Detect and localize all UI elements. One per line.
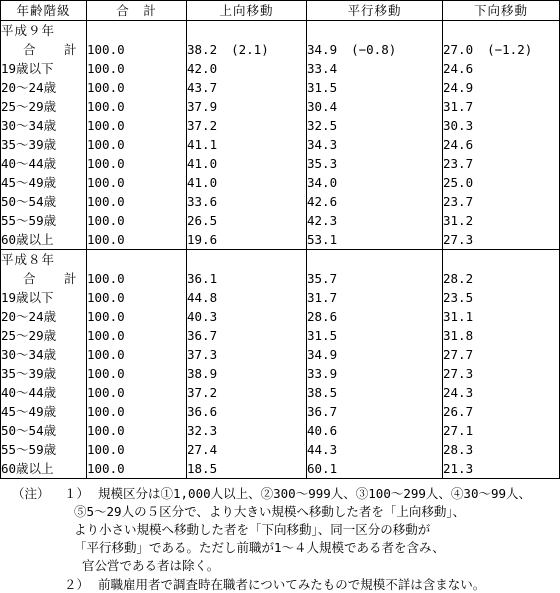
total-cell: 100.0: [87, 269, 187, 288]
table-row: [1, 402, 560, 421]
lateral-value: 31.7: [307, 290, 338, 305]
downward-value: 24.9: [443, 80, 474, 95]
age-class-cell: 30～34歳: [1, 116, 87, 135]
total-cell: 100.0: [87, 364, 187, 383]
table-row: [1, 154, 560, 173]
downward-value: 23.7: [443, 194, 474, 209]
age-class-cell: 40～44歳: [1, 154, 87, 173]
upward-cell: [187, 440, 307, 459]
total-cell: 100.0: [87, 288, 187, 307]
lateral-cell: [307, 345, 443, 364]
downward-value: 31.8: [443, 328, 474, 343]
table-row: [1, 326, 560, 345]
table-row: [1, 440, 560, 459]
lateral-cell: [307, 135, 443, 154]
total-cell: 100.0: [87, 307, 187, 326]
empty-cell: [307, 21, 443, 41]
upward-change: (2.1): [231, 42, 269, 57]
lateral-cell: [307, 173, 443, 192]
total-cell: 100.0: [87, 154, 187, 173]
lateral-value: 35.7: [307, 271, 338, 286]
lateral-cell: [307, 211, 443, 230]
lateral-value: 53.1: [307, 232, 338, 247]
note1-line: 官公営である者は除く。: [82, 558, 220, 573]
lateral-cell: [307, 307, 443, 326]
age-class-cell: 45～49歳: [1, 173, 87, 192]
upward-value: 36.1: [187, 271, 218, 286]
section-year-label: 平成８年: [1, 250, 87, 270]
upward-value: 41.1: [187, 137, 218, 152]
total-cell: 100.0: [87, 135, 187, 154]
note1-line: より小さい規模へ移動した者を「下向移動」、同一区分の移動が: [74, 522, 431, 537]
downward-value: 27.7: [443, 347, 474, 362]
lateral-value: 40.6: [307, 423, 338, 438]
upward-value: 37.2: [187, 385, 218, 400]
header-total: 合 計: [87, 1, 187, 21]
table-row: [1, 383, 560, 402]
downward-value: 31.1: [443, 309, 474, 324]
upward-cell: [187, 59, 307, 78]
header-lateral: 平行移動: [307, 1, 443, 21]
lateral-cell: [307, 59, 443, 78]
lateral-cell: [307, 78, 443, 97]
age-class-cell: 40～44歳: [1, 383, 87, 402]
age-class-cell: 19歳以下: [1, 288, 87, 307]
age-class-cell: 60歳以上: [1, 459, 87, 479]
age-class-cell: 60歳以上: [1, 230, 87, 250]
downward-cell: [443, 288, 560, 307]
downward-value: 27.3: [443, 232, 474, 247]
lateral-value: 60.1: [307, 461, 338, 476]
upward-cell: [187, 173, 307, 192]
upward-cell: [187, 78, 307, 97]
downward-cell: [443, 440, 560, 459]
table-row: [1, 173, 560, 192]
upward-cell: [187, 288, 307, 307]
lateral-value: 31.5: [307, 328, 338, 343]
age-class-cell: 55～59歳: [1, 440, 87, 459]
downward-cell: [443, 402, 560, 421]
downward-cell: [443, 192, 560, 211]
lateral-cell: [307, 288, 443, 307]
downward-cell: [443, 421, 560, 440]
downward-cell: [443, 135, 560, 154]
lateral-value: 34.9: [307, 42, 338, 57]
lateral-cell: [307, 97, 443, 116]
downward-cell: [443, 211, 560, 230]
lateral-cell: [307, 459, 443, 479]
downward-value: 26.7: [443, 404, 474, 419]
downward-value: 28.3: [443, 442, 474, 457]
upward-cell: [187, 307, 307, 326]
table-row: [1, 364, 560, 383]
table-row: [1, 345, 560, 364]
lateral-value: 30.4: [307, 99, 338, 114]
table-row: [1, 78, 560, 97]
downward-cell: [443, 78, 560, 97]
total-cell: 100.0: [87, 326, 187, 345]
downward-value: 23.7: [443, 156, 474, 171]
downward-cell: [443, 230, 560, 250]
total-cell: 100.0: [87, 383, 187, 402]
downward-value: 31.2: [443, 213, 474, 228]
downward-cell: [443, 59, 560, 78]
upward-value: 37.9: [187, 99, 218, 114]
downward-value: 30.3: [443, 118, 474, 133]
lateral-cell: [307, 230, 443, 250]
note2-text: 前職雇用者で調査時在職者についてみたもので規模不詳は含まない。: [98, 577, 486, 592]
section-year-label: 平成９年: [1, 21, 87, 41]
total-cell: 100.0: [87, 59, 187, 78]
table-row: [1, 211, 560, 230]
notes-label: （注）: [12, 486, 50, 501]
total-cell: 100.0: [87, 402, 187, 421]
upward-cell: [187, 154, 307, 173]
lateral-cell: [307, 192, 443, 211]
downward-value: 23.5: [443, 290, 474, 305]
total-cell: 100.0: [87, 211, 187, 230]
upward-value: 43.7: [187, 80, 218, 95]
table-row: [1, 421, 560, 440]
upward-value: 44.8: [187, 290, 218, 305]
note2-number: ２）: [64, 577, 90, 592]
total-cell: 100.0: [87, 440, 187, 459]
downward-value: 25.0: [443, 175, 474, 190]
table-row: [1, 230, 560, 250]
total-cell: 100.0: [87, 78, 187, 97]
downward-value: 27.0: [443, 42, 474, 57]
upward-cell: [187, 97, 307, 116]
age-class-cell: 19歳以下: [1, 59, 87, 78]
upward-cell: [187, 230, 307, 250]
upward-value: 37.3: [187, 347, 218, 362]
upward-cell: [187, 211, 307, 230]
downward-cell: [443, 154, 560, 173]
total-cell: 100.0: [87, 230, 187, 250]
total-cell: 100.0: [87, 116, 187, 135]
age-class-cell: 35～39歳: [1, 364, 87, 383]
lateral-value: 31.5: [307, 80, 338, 95]
upward-value: 38.9: [187, 366, 218, 381]
downward-cell: [443, 116, 560, 135]
upward-value: 37.2: [187, 118, 218, 133]
age-class-cell: 45～49歳: [1, 402, 87, 421]
downward-value: 28.2: [443, 271, 474, 286]
lateral-value: 34.0: [307, 175, 338, 190]
note1-line: 「平行移動」である。ただし前職が1～４人規模である者を含み、: [74, 540, 445, 555]
header-row: [1, 1, 560, 21]
lateral-cell: [307, 364, 443, 383]
total-cell: 100.0: [87, 459, 187, 479]
age-class-cell: 合 計: [1, 40, 87, 59]
upward-value: 41.0: [187, 175, 218, 190]
downward-cell: [443, 173, 560, 192]
total-cell: 100.0: [87, 192, 187, 211]
lateral-value: 33.9: [307, 366, 338, 381]
lateral-cell: [307, 383, 443, 402]
total-cell: 100.0: [87, 40, 187, 59]
table-row: [1, 288, 560, 307]
downward-change: (−1.2): [487, 42, 533, 57]
upward-value: 32.3: [187, 423, 218, 438]
downward-cell: [443, 269, 560, 288]
age-class-cell: 合 計: [1, 269, 87, 288]
lateral-cell: [307, 421, 443, 440]
upward-cell: [187, 192, 307, 211]
empty-cell: [87, 21, 187, 41]
note1-number: １）: [64, 486, 90, 501]
table-row: [1, 192, 560, 211]
downward-value: 21.3: [443, 461, 474, 476]
lateral-value: 28.6: [307, 309, 338, 324]
upward-cell: [187, 135, 307, 154]
downward-value: 27.3: [443, 366, 474, 381]
total-cell: 100.0: [87, 97, 187, 116]
upward-cell: [187, 116, 307, 135]
total-cell: 100.0: [87, 345, 187, 364]
downward-value: 31.7: [443, 99, 474, 114]
table-row: [1, 116, 560, 135]
total-cell: 100.0: [87, 421, 187, 440]
downward-cell: [443, 97, 560, 116]
upward-value: 26.5: [187, 213, 218, 228]
table-row: [1, 97, 560, 116]
age-class-cell: 50～54歳: [1, 421, 87, 440]
header-age-class: 年齢階級: [1, 1, 87, 21]
empty-cell: [443, 250, 560, 270]
header-downward: 下向移動: [443, 1, 560, 21]
age-class-cell: 35～39歳: [1, 135, 87, 154]
table-row: [1, 40, 560, 59]
lateral-value: 44.3: [307, 442, 338, 457]
lateral-change: (−0.8): [351, 42, 397, 57]
age-class-cell: 25～29歳: [1, 326, 87, 345]
lateral-value: 34.9: [307, 347, 338, 362]
empty-cell: [443, 21, 560, 41]
upward-value: 41.0: [187, 156, 218, 171]
empty-cell: [307, 250, 443, 270]
lateral-value: 38.5: [307, 385, 338, 400]
lateral-value: 42.6: [307, 194, 338, 209]
upward-cell: [187, 345, 307, 364]
lateral-value: 32.5: [307, 118, 338, 133]
downward-cell: [443, 345, 560, 364]
upward-cell: [187, 402, 307, 421]
downward-value: 24.6: [443, 61, 474, 76]
age-class-cell: 25～29歳: [1, 97, 87, 116]
lateral-value: 34.3: [307, 137, 338, 152]
lateral-value: 42.3: [307, 213, 338, 228]
upward-value: 33.6: [187, 194, 218, 209]
downward-value: 24.6: [443, 137, 474, 152]
lateral-value: 33.4: [307, 61, 338, 76]
lateral-cell: [307, 116, 443, 135]
note1-line: 規模区分は①1,000人以上、②300～999人、③100～299人、④30～99人、: [98, 486, 532, 501]
downward-value: 27.1: [443, 423, 474, 438]
age-class-cell: 55～59歳: [1, 211, 87, 230]
table-row: [1, 135, 560, 154]
upward-value: 19.6: [187, 232, 218, 247]
section-year-row: [1, 250, 560, 270]
upward-cell: [187, 421, 307, 440]
lateral-value: 36.7: [307, 404, 338, 419]
empty-cell: [87, 250, 187, 270]
empty-cell: [187, 250, 307, 270]
downward-cell: [443, 40, 560, 59]
lateral-cell: [307, 440, 443, 459]
empty-cell: [187, 21, 307, 41]
upward-value: 38.2: [187, 42, 218, 57]
section-year-row: [1, 21, 560, 41]
upward-cell: [187, 459, 307, 479]
upward-cell: [187, 326, 307, 345]
note1-line: ⑤5～29人の５区分で、より大きい規模へ移動した者を「上向移動」、: [74, 504, 466, 519]
upward-value: 27.4: [187, 442, 218, 457]
upward-value: 36.7: [187, 328, 218, 343]
downward-cell: [443, 459, 560, 479]
table-row: [1, 307, 560, 326]
age-class-cell: 50～54歳: [1, 192, 87, 211]
downward-cell: [443, 307, 560, 326]
table-row: [1, 459, 560, 479]
age-class-cell: 20～24歳: [1, 307, 87, 326]
lateral-cell: [307, 326, 443, 345]
table-row: [1, 269, 560, 288]
age-class-cell: 30～34歳: [1, 345, 87, 364]
upward-value: 40.3: [187, 309, 218, 324]
downward-value: 24.3: [443, 385, 474, 400]
lateral-cell: [307, 402, 443, 421]
upward-cell: [187, 269, 307, 288]
upward-value: 18.5: [187, 461, 218, 476]
lateral-cell: [307, 269, 443, 288]
upward-cell: [187, 383, 307, 402]
lateral-value: 35.3: [307, 156, 338, 171]
table-row: [1, 59, 560, 78]
upward-cell: [187, 40, 307, 59]
downward-cell: [443, 364, 560, 383]
upward-value: 42.0: [187, 61, 218, 76]
downward-cell: [443, 326, 560, 345]
upward-value: 36.6: [187, 404, 218, 419]
lateral-cell: [307, 154, 443, 173]
total-cell: 100.0: [87, 173, 187, 192]
downward-cell: [443, 383, 560, 402]
lateral-cell: [307, 40, 443, 59]
header-upward: 上向移動: [187, 1, 307, 21]
age-class-cell: 20～24歳: [1, 78, 87, 97]
upward-cell: [187, 364, 307, 383]
